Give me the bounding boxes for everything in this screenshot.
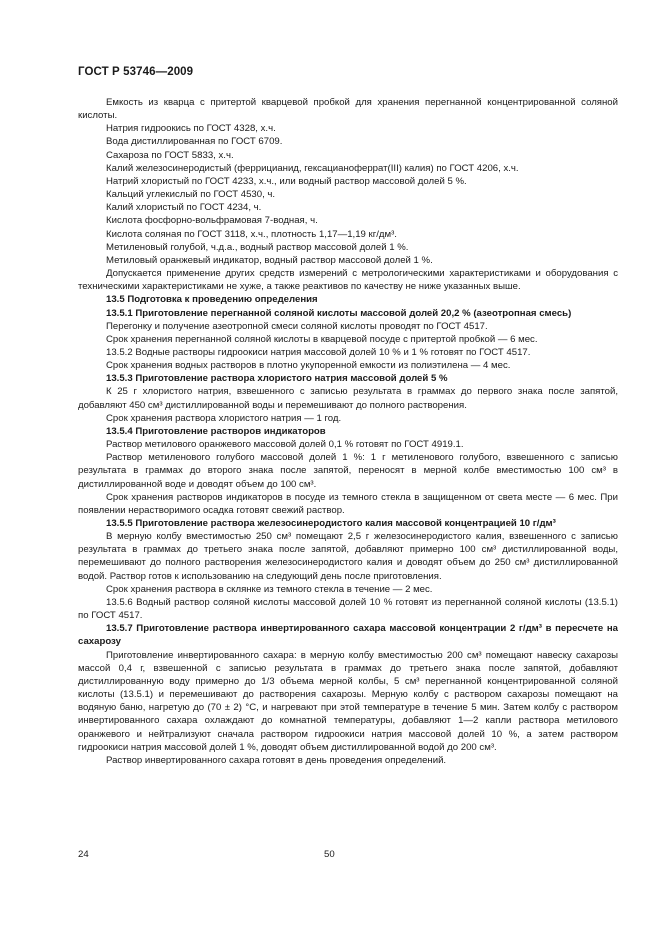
reagent-item: Кислота соляная по ГОСТ 3118, х.ч., плотность 1,17—1,19 кг/дм³. xyxy=(106,228,397,240)
page-number-left: 24 xyxy=(78,849,89,860)
paragraph: Допускается применение других средств измерений с метрологическими характеристиками и оборудования с техническими характеристиками не хуже, а также реактивов по качеству не ниже указанных выше. xyxy=(78,268,618,293)
paragraph: Срок хранения раствора в склянке из темного стекла в течение — 2 мес. xyxy=(106,583,433,595)
subsection-heading: 13.5.7 Приготовление раствора инвертированного сахара массовой концентрации 2 г/дм³ в пересчете на сахарозу xyxy=(78,623,618,648)
section-heading: 13.5 Подготовка к проведению определения xyxy=(106,294,318,306)
reagent-item: Калий железосинеродистый (феррицианид, гексацианоферрат(III) калия) по ГОСТ 4206, х.ч. xyxy=(106,162,519,174)
paragraph: К 25 г хлористого натрия, взвешенного с записью результата в граммах до первого знака после запятой, добавляют 450 см³ дистиллированной воды и перемешивают до полного растворения. xyxy=(78,386,618,411)
paragraph: Срок хранения водных растворов в плотно укупоренной емкости из полиэтилена — 4 мес. xyxy=(106,360,511,372)
paragraph: Раствор метилового оранжевого массовой долей 0,1 % готовят по ГОСТ 4919.1. xyxy=(106,439,464,451)
paragraph: 13.5.2 Водные растворы гидроокиси натрия массовой долей 10 % и 1 % готовят по ГОСТ 4517. xyxy=(106,346,531,358)
paragraph: Срок хранения растворов индикаторов в посуде из темного стекла в защищенном от света месте — 6 мес. При появлении нерастворимого осадка готовят свежий раствор. xyxy=(78,491,618,516)
paragraph: 13.5.6 Водный раствор соляной кислоты массовой долей 10 % готовят из перегнанной соляной кислоты (13.5.1) по ГОСТ 4517. xyxy=(78,596,618,622)
paragraph: Срок хранения раствора хлористого натрия — 1 год. xyxy=(106,412,342,424)
paragraph: Емкость из кварца с притертой кварцевой пробкой для хранения перегнанной концентрированной соляной кислоты. xyxy=(78,97,618,122)
reagent-item: Калий хлористый по ГОСТ 4234, ч. xyxy=(106,202,262,214)
reagent-item: Сахароза по ГОСТ 5833, х.ч. xyxy=(106,149,234,161)
document-header: ГОСТ Р 53746—2009 xyxy=(78,66,194,78)
paragraph: Приготовление инвертированного сахара: в мерную колбу вместимостью 200 см³ помещают навеску сахарозы массой 0,4 г, взвешенной с записью результата в граммах до третьего знака после запятой, добавляют дистиллированную воду примерно до 1/3 объема мерной колбы, 5 см³ перегнанной концентрированной соляной кислоты (13.5.1) и перемешивают до растворения сахарозы. Мерную колбу с раствором сахарозы помещают на водяную баню, нагретую до (70 ± 2) °С, и нагревают при этой температуре в течение 5 мин. Затем колбу с раствором инвертированного сахара охлаждают до комнатной температуры, добавляют 1—2 капли раствора метилового оранжевого и нейтрализуют сначала раствором гидроокиси натрия массовой долей 10 %, а затем раствором гидроокиси натрия массовой долей 1 %, доводят объем дистиллированной водой до 200 см³. xyxy=(78,649,618,753)
subsection-heading: 13.5.5 Приготовление раствора железосинеродистого калия массовой концентрацией 10 г/дм³ xyxy=(106,518,556,529)
paragraph: Раствор инвертированного сахара готовят в день проведения определений. xyxy=(106,754,447,766)
document-body xyxy=(78,96,618,767)
paragraph: Перегонку и получение азеотропной смеси соляной кислоты проводят по ГОСТ 4517. xyxy=(106,320,488,332)
reagent-item: Кислота фосфорно-вольфрамовая 7-водная, ч. xyxy=(106,215,318,227)
reagent-item: Вода дистиллированная по ГОСТ 6709. xyxy=(106,136,283,148)
paragraph: В мерную колбу вместимостью 250 см³ помещают 2,5 г железосинеродистого калия, взвешенного с записью результата в граммах до третьего знака после запятой, добавляют примерно 100 см³ дистиллированной воды, перемешивают до полного растворения железосинеродистого калия и доводят объем до 250 см³ дистиллированной водой. Раствор готов к использованию на следующий день после приготовления. xyxy=(78,531,618,582)
reagent-item: Кальций углекислый по ГОСТ 4530, ч. xyxy=(106,189,276,201)
reagent-item: Метиленовый голубой, ч.д.а., водный раствор массовой долей 1 %. xyxy=(106,241,409,253)
reagent-item: Натрия гидроокись по ГОСТ 4328, х.ч. xyxy=(106,123,276,135)
page-number-center: 50 xyxy=(324,849,335,860)
paragraph: Срок хранения перегнанной соляной кислоты в кварцевой посуде с притертой пробкой — 6 мес. xyxy=(106,333,538,345)
subsection-heading: 13.5.4 Приготовление растворов индикаторов xyxy=(106,425,326,437)
reagent-item: Метиловый оранжевый индикатор, водный раствор массовой долей 1 %. xyxy=(106,254,433,266)
reagent-item: Натрий хлористый по ГОСТ 4233, х.ч., или водный раствор массовой долей 5 %. xyxy=(106,175,467,187)
subsection-heading: 13.5.1 Приготовление перегнанной соляной кислоты массовой долей 20,2 % (азеотропная смесь) xyxy=(106,307,572,319)
paragraph: Раствор метиленового голубого массовой долей 1 %: 1 г метиленового голубого, взвешенного с записью результата в граммах до второго знака после запятой, переносят в мерной колбе вместимостью 100 см³ в дистиллированной воде и доводят объем до 100 см³. xyxy=(78,452,618,490)
subsection-heading: 13.5.3 Приготовление раствора хлористого натрия массовой долей 5 % xyxy=(106,373,448,385)
